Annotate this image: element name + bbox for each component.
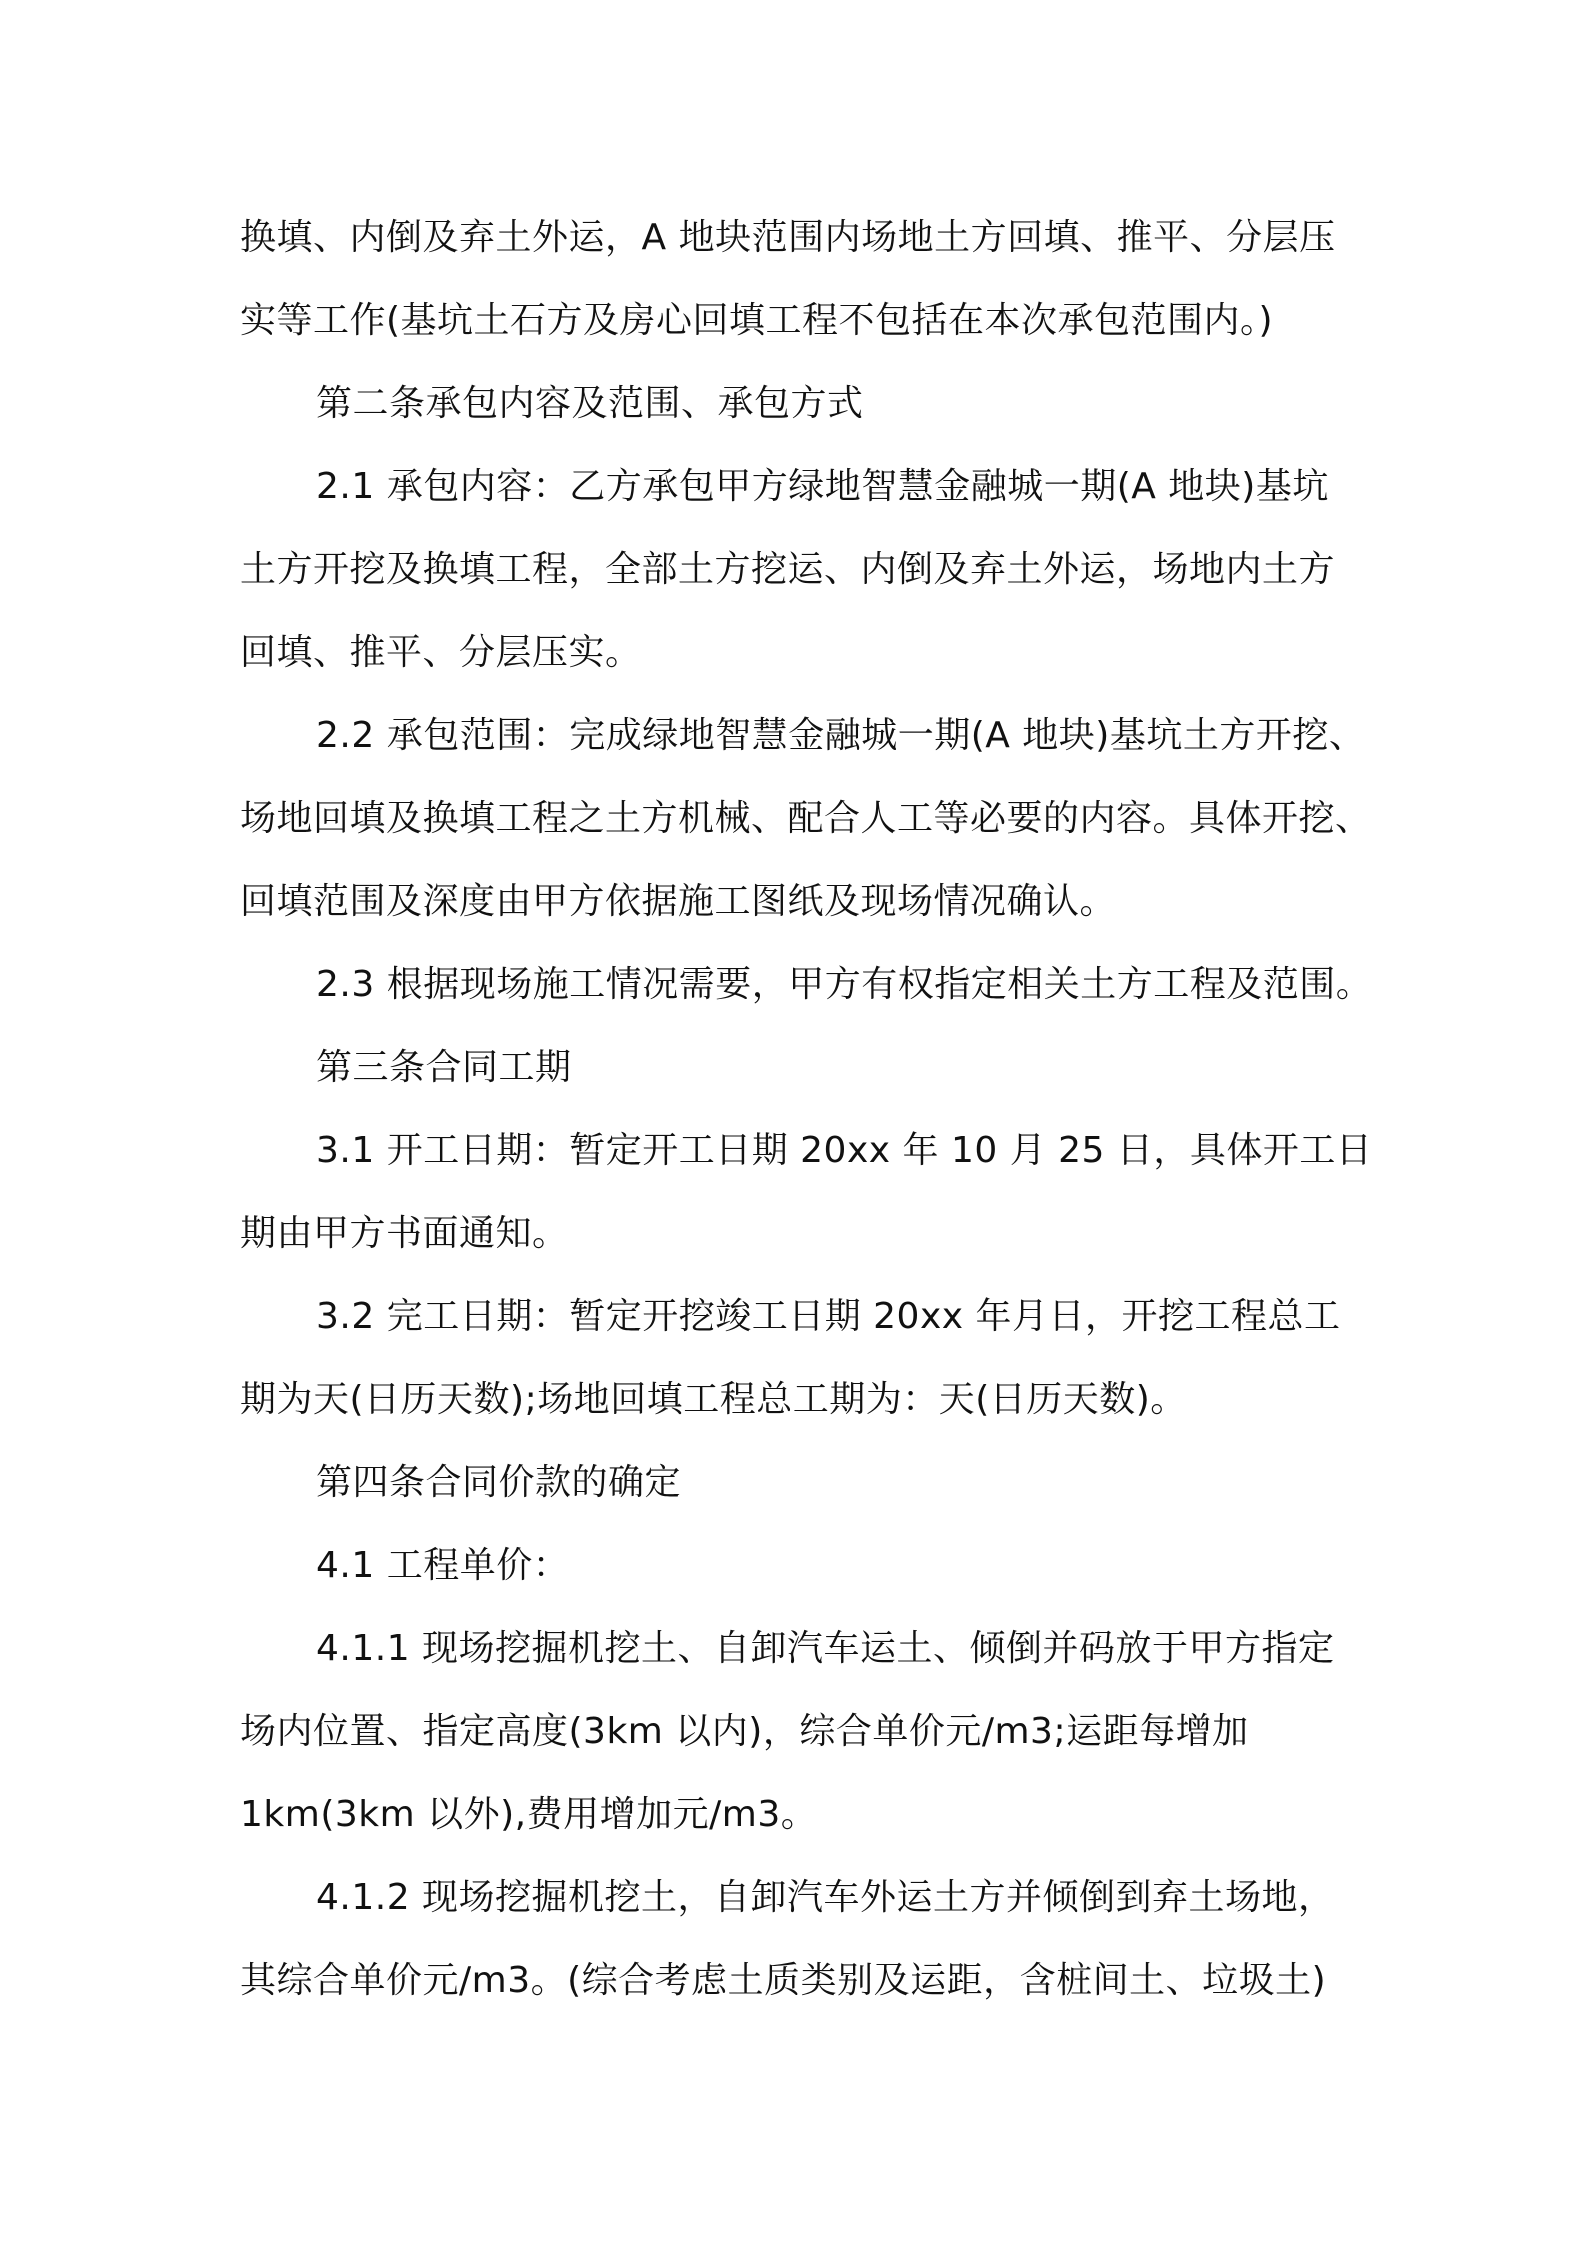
document-body: [240, 196, 1373, 2022]
clause-4-1-2: 4.1.2 现场挖掘机挖土，自卸汽车外运土方并倾倒到弃土场地，: [316, 1877, 1335, 1918]
text-line: 土方开挖及换填工程，全部土方挖运、内倒及弃土外运，场地内土方: [240, 549, 1336, 590]
text-line: 回填、推平、分层压实。: [240, 632, 642, 673]
text-line: 期由甲方书面通知。: [240, 1213, 569, 1254]
clause-4-1-1: 4.1.1 现场挖掘机挖土、自卸汽车运土、倾倒并码放于甲方指定: [316, 1628, 1335, 1669]
section-heading-2: 第二条承包内容及范围、承包方式: [316, 383, 864, 424]
clause-2-3: 2.3 根据现场施工情况需要，甲方有权指定相关土方工程及范围。: [316, 964, 1373, 1005]
section-heading-3: 第三条合同工期: [316, 1047, 572, 1088]
text-line: 实等工作(基坑土石方及房心回填工程不包括在本次承包范围内。): [240, 300, 1274, 341]
clause-4-1: 4.1 工程单价：: [316, 1545, 570, 1586]
section-heading-4: 第四条合同价款的确定: [316, 1462, 682, 1503]
text-line: 回填范围及深度由甲方依据施工图纸及现场情况确认。: [240, 881, 1117, 922]
text-line: 1km(3km 以外),费用增加元/m3。: [240, 1794, 818, 1835]
text-line: 其综合单价元/m3。(综合考虑土质类别及运距，含桩间土、垃圾土): [240, 1960, 1327, 2001]
text-line: 期为天(日历天数);场地回填工程总工期为：天(日历天数)。: [240, 1379, 1187, 1420]
clause-3-1: 3.1 开工日期：暂定开工日期 20xx 年 10 月 25 日，具体开工日: [316, 1130, 1373, 1171]
clause-3-2: 3.2 完工日期：暂定开挖竣工日期 20xx 年月日，开挖工程总工: [316, 1296, 1341, 1337]
clause-2-2: 2.2 承包范围：完成绿地智慧金融城一期(A 地块)基坑土方开挖、: [316, 715, 1366, 756]
clause-2-1: 2.1 承包内容：乙方承包甲方绿地智慧金融城一期(A 地块)基坑: [316, 466, 1329, 507]
text-line: 场内位置、指定高度(3km 以内)，综合单价元/m3;运距每增加: [240, 1711, 1249, 1752]
text-line: 场地回填及换填工程之土方机械、配合人工等必要的内容。具体开挖、: [240, 798, 1372, 839]
text-line: 换填、内倒及弃土外运，A 地块范围内场地土方回填、推平、分层压: [240, 217, 1336, 258]
